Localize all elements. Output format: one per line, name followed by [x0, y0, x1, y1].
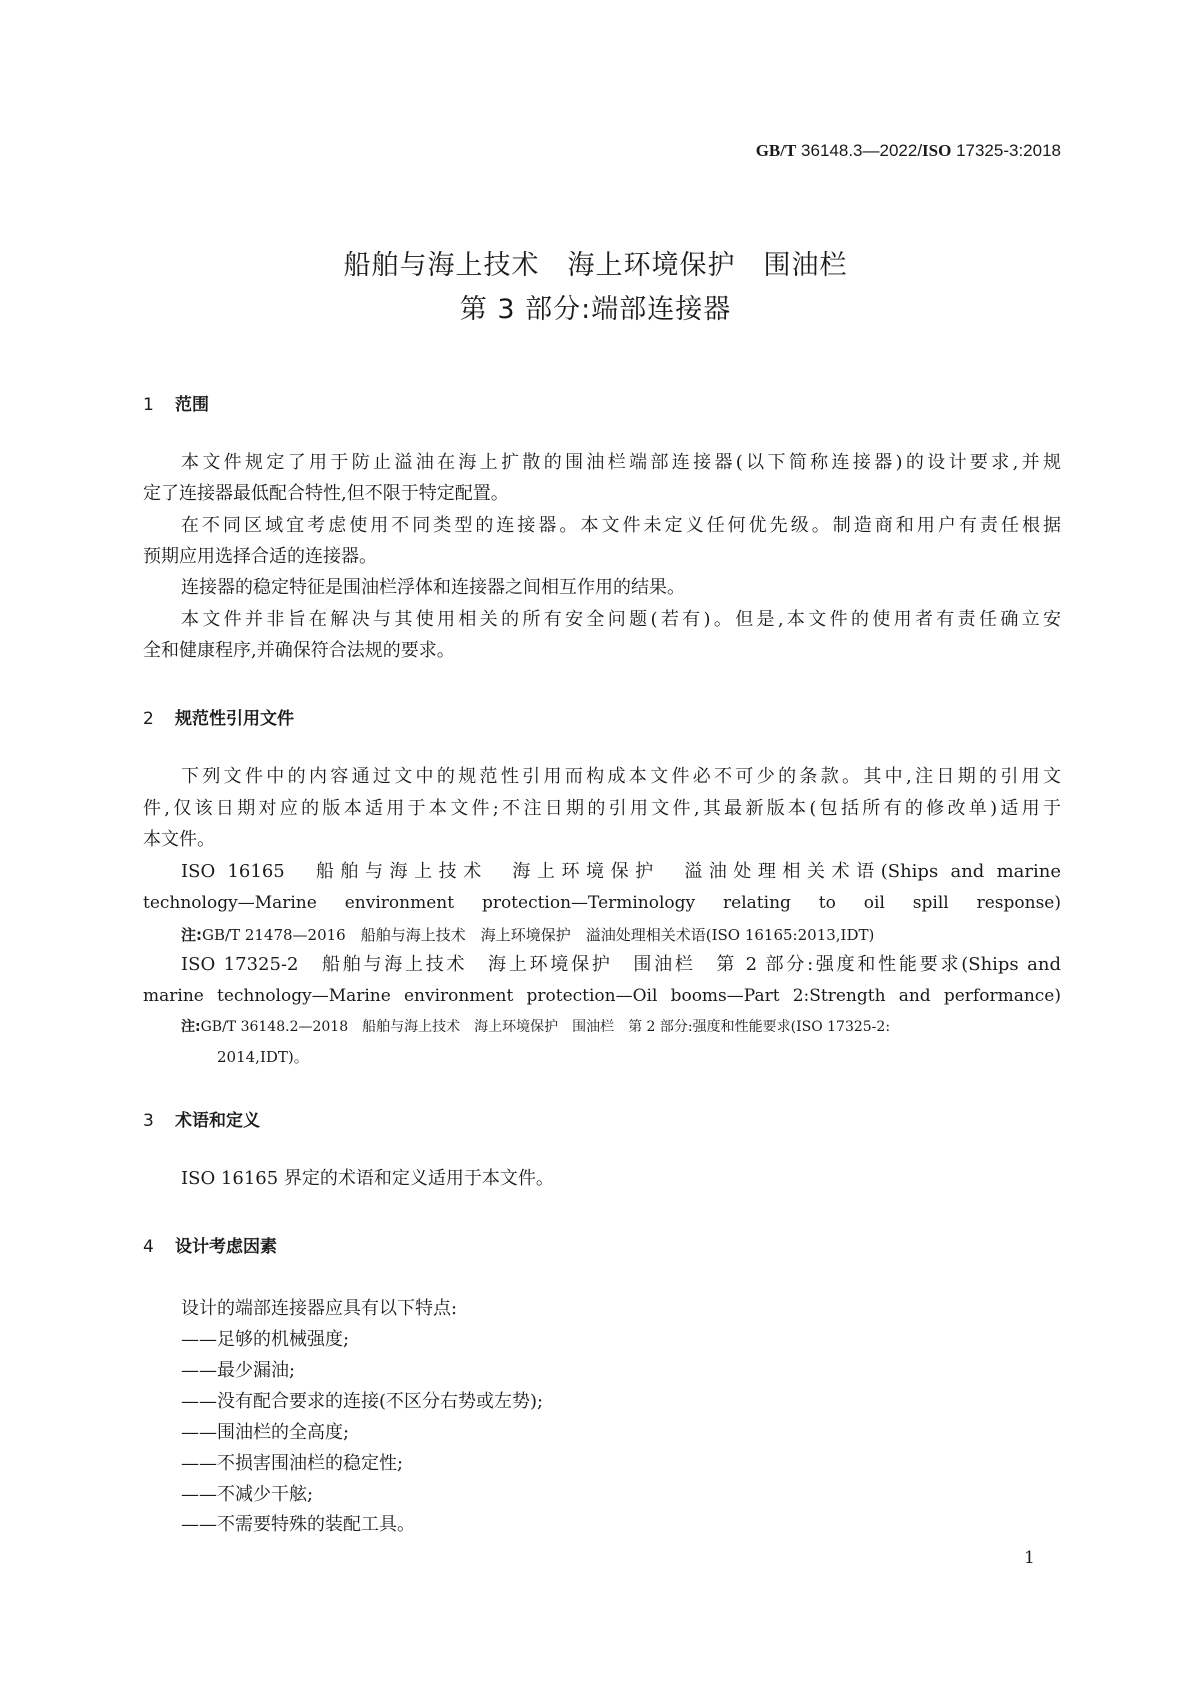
section-heading-2: 2 规范性引用文件 [143, 709, 294, 729]
paragraph-line: 本文件。 [143, 829, 215, 850]
reference-iso-17325-2: ISO 17325-2 船舶与海上技术 海上环境保护 围油栏 第 2 部分:强度和性能要求(Ships and [181, 954, 1061, 975]
list-item: ——足够的机械强度; [181, 1329, 350, 1350]
page-number: 1 [1024, 1548, 1035, 1568]
reference-iso-16165-cont: technology—Marine environment protection—Terminology relating to oil spill response) [143, 893, 1061, 913]
reference-iso-16165: ISO 16165 船舶与海上技术 海上环境保护 溢油处理相关术语(Ships and marine [181, 861, 1061, 882]
note-gbt-21478: 注:GB/T 21478—2016 船舶与海上技术 海上环境保护 溢油处理相关术语(ISO 16165:2013,IDT) [181, 926, 875, 944]
paragraph-line: 本文件并非旨在解决与其使用相关的所有安全问题(若有)。但是,本文件的使用者有责任确立安 [181, 609, 1061, 630]
section-heading-4: 4 设计考虑因素 [143, 1237, 277, 1257]
document-code: GB/T 36148.3—2022/ISO 17325-3:2018 [755, 141, 1061, 160]
paragraph-line: 下列文件中的内容通过文中的规范性引用而构成本文件必不可少的条款。其中,注日期的引用文 [181, 766, 1061, 787]
paragraph-line: 本文件规定了用于防止溢油在海上扩散的围油栏端部连接器(以下简称连接器)的设计要求,并规 [181, 452, 1061, 473]
title-line-1: 船舶与海上技术 海上环境保护 围油栏 [343, 250, 848, 281]
title-line-2: 第 3 部分:端部连接器 [459, 294, 732, 325]
paragraph-line: 连接器的稳定特征是围油栏浮体和连接器之间相互作用的结果。 [181, 577, 685, 598]
paragraph-line: 预期应用选择合适的连接器。 [143, 546, 377, 567]
paragraph-line: 设计的端部连接器应具有以下特点: [181, 1298, 458, 1319]
paragraph-line: 在不同区域宜考虑使用不同类型的连接器。本文件未定义任何优先级。制造商和用户有责任根据 [181, 515, 1061, 536]
paragraph-line: 定了连接器最低配合特性,但不限于特定配置。 [143, 483, 509, 504]
list-item: ——不需要特殊的装配工具。 [181, 1514, 415, 1535]
list-item: ——最少漏油; [181, 1360, 296, 1381]
list-item: ——不损害围油栏的稳定性; [181, 1453, 404, 1474]
reference-iso-17325-2-cont: marine technology—Marine environment protection—Oil booms—Part 2:Strength and performance) [143, 986, 1061, 1006]
list-item: ——不减少干舷; [181, 1484, 314, 1505]
paragraph-line: ISO 16165 界定的术语和定义适用于本文件。 [181, 1168, 554, 1189]
list-item: ——围油栏的全高度; [181, 1422, 350, 1443]
note-gbt-36148-2-cont: 2014,IDT)。 [217, 1048, 309, 1066]
paragraph-line: 件,仅该日期对应的版本适用于本文件;不注日期的引用文件,其最新版本(包括所有的修改单)适用于 [143, 798, 1061, 819]
list-item: ——没有配合要求的连接(不区分右势或左势); [181, 1391, 544, 1412]
paragraph-line: 全和健康程序,并确保符合法规的要求。 [143, 640, 455, 661]
section-heading-3: 3 术语和定义 [143, 1111, 260, 1131]
section-heading-1: 1 范围 [143, 395, 209, 415]
note-gbt-36148-2: 注:GB/T 36148.2—2018 船舶与海上技术 海上环境保护 围油栏 第 2 部分:强度和性能要求(ISO 17325-2: [181, 1019, 891, 1035]
